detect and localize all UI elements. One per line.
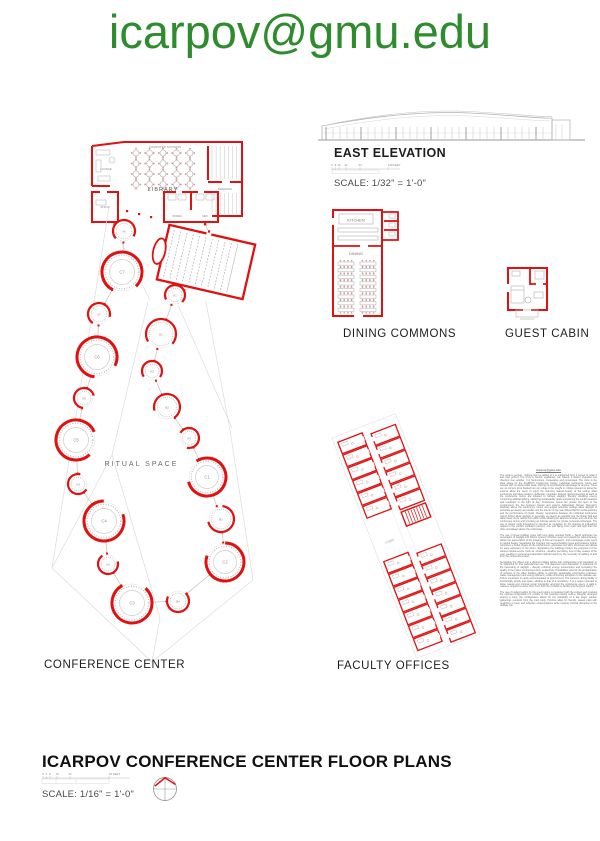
chair (176, 178, 178, 180)
chair (373, 293, 374, 294)
sheet-title: ICARPOV CONFERENCE CENTER FLOOR PLANS (42, 752, 452, 771)
chair (189, 169, 191, 171)
chair (189, 188, 191, 190)
chair (171, 184, 173, 186)
chair (189, 158, 191, 160)
chair (180, 163, 182, 165)
chair (131, 163, 133, 165)
chair (344, 267, 345, 268)
room-label: B3 (219, 517, 223, 522)
chair (369, 267, 370, 268)
chair (149, 179, 151, 181)
chair (131, 184, 133, 186)
room-label: A7 (97, 312, 101, 317)
computer-table (187, 150, 193, 156)
elevation-scale-bar (331, 163, 401, 174)
chair (340, 312, 341, 313)
computer-table (187, 161, 193, 167)
corridor (213, 495, 217, 506)
chair (194, 152, 196, 154)
chair (344, 286, 345, 287)
east-elevation-scale: SCALE: 1/32" = 1'-0" (334, 178, 427, 189)
corridor (166, 305, 171, 320)
chair (149, 157, 151, 159)
computer-table (147, 161, 153, 167)
computer-table (160, 150, 166, 156)
chair (144, 163, 146, 165)
room-label: C1 (204, 474, 210, 480)
dining-table (360, 308, 376, 311)
computer-table (174, 171, 180, 177)
door (216, 505, 218, 507)
corridor (105, 290, 113, 304)
dining-commons-title: DINING COMMONS (343, 328, 457, 340)
room-label: C5 (73, 437, 79, 443)
chair (344, 273, 345, 274)
chair (153, 173, 155, 175)
chair (351, 306, 352, 307)
chair (131, 173, 133, 175)
chair (140, 173, 142, 175)
chair (135, 158, 137, 160)
chair (185, 163, 187, 165)
chair (171, 163, 173, 165)
chair (149, 169, 151, 171)
chair (185, 173, 187, 175)
dining-table (338, 282, 354, 285)
chair (167, 173, 169, 175)
furniture (96, 200, 106, 205)
furniture (98, 176, 110, 181)
dining-table (338, 269, 354, 272)
chair (347, 267, 348, 268)
corridor (152, 601, 166, 602)
chair (347, 273, 348, 274)
dining-commons-plan (332, 210, 399, 318)
lounge-table (109, 157, 115, 163)
chair (347, 286, 348, 287)
chair (369, 260, 370, 261)
computer-table (187, 171, 193, 177)
chair (135, 178, 137, 180)
chair (140, 152, 142, 154)
computer-table (160, 161, 166, 167)
chair (144, 173, 146, 175)
east-elevation-title: EAST ELEVATION (334, 146, 447, 160)
chair (144, 184, 146, 186)
chair (171, 173, 173, 175)
essay-paragraph: The use of linear building types with long glass oriented North + South optimizes the penetration of daylight into interior spaces, provides views out toward the natural beauty, allows the appreciation of the passing of time and seasons, and encourages a day spent in natural beauty. Separating the program into several building types and locations further minimizes a brutal impact on the environment, eliminates two story structures and allows for easy expansion in the future. Separating the buildings fosters the enjoyment of the various natural events, fresh air, sunshine - weather permitting, time of day, season of the year, weather in general and abundant natural beauty by the necessity of walking to and from the conference center. (500, 533, 597, 559)
scale-tick-label: 0 (42, 772, 44, 776)
door (106, 553, 108, 555)
chair (149, 167, 151, 169)
computer-table (133, 150, 139, 156)
label-men: MEN (202, 215, 208, 218)
furniture (168, 194, 176, 200)
chair (351, 280, 352, 281)
library-plan (92, 142, 242, 225)
dining-table (338, 275, 354, 278)
chair (158, 163, 160, 165)
scale-tick-label: 64 FEET (109, 772, 121, 776)
chair (373, 306, 374, 307)
chair (351, 300, 352, 301)
chair (153, 184, 155, 186)
chair (167, 163, 169, 165)
chair (362, 293, 363, 294)
computer-table (147, 171, 153, 177)
chair (158, 152, 160, 154)
dining-table (338, 262, 354, 265)
room-label: A2 (150, 369, 154, 374)
chair (189, 178, 191, 180)
scale-tick-label: 16 (55, 772, 59, 776)
faculty-offices-title: FACULTY OFFICES (337, 660, 450, 672)
chair (176, 158, 178, 160)
scale-tick-label: 8 (49, 772, 51, 776)
label-library: LIBRARY (147, 187, 179, 193)
chair (351, 267, 352, 268)
dining-table (338, 308, 354, 311)
door (156, 348, 158, 350)
scale-tick-label: 32 (68, 772, 72, 776)
room-label: B4 (176, 599, 180, 604)
essay-paragraph: The use of modest cabins for the guest rooms is consistent with the context and provides the optimal configuration for privacy in this beautiful natural setting. Roughly arranged around a court, the configuration allows for the possibility of a few larger outdoor gatherings removed from the main body. Porches allow for friendly, casual visits with neighbors to keep and reflective contemplations while causing minimal disruption to the delicate site. (500, 590, 597, 608)
chair (153, 163, 155, 165)
corridor (193, 448, 198, 460)
room-label: C7 (119, 269, 125, 275)
label-women: WOMEN (172, 215, 182, 218)
dining-table (360, 269, 376, 272)
chair (185, 184, 187, 186)
door (97, 324, 99, 326)
corridor (87, 377, 91, 388)
room-label: C4 (101, 518, 107, 524)
chair (189, 167, 191, 169)
door (222, 542, 224, 544)
dining-table (360, 302, 376, 305)
auditorium (147, 219, 256, 299)
corridor (187, 574, 210, 593)
room-label: B2 (165, 405, 169, 410)
chair (373, 273, 374, 274)
chair (189, 148, 191, 150)
essay-paragraph: Separating the offices into a distinct building allows that configuration and orientation to be optimized for that particularized use. The placement and orientation is optimized for the harvesting of daylight - thereby reducing energy consumption and increasing the quality of the indoor environment thus, productivity. Possibilities exist for the prefabrication of portions of the office building offsite to optimize sustainable construction practices, waste management and energy efficiency while minimizing disruption to the delicate site. Future expansion is easily accommodated at ground level. The common dining facility is intentionally simple and spare, alluding to that of a monastery. It is a space intended to foster casual and nominal social interaction amongst the conference goers. A walk in nature is required to arrive there from both the conference facility and the guest cabins. (500, 560, 597, 589)
chair (340, 260, 341, 261)
dining-table (360, 275, 376, 278)
chair (347, 293, 348, 294)
chair (149, 178, 151, 180)
room-label: A8 (82, 396, 86, 401)
chair (180, 152, 182, 154)
chair (180, 184, 182, 186)
chair (140, 163, 142, 165)
scale-tick-label: 4 (45, 772, 48, 776)
chair (362, 312, 363, 313)
faculty-offices-plan (332, 414, 480, 659)
scale-tick-label: 128 FEET (388, 163, 401, 167)
label-kitchen: KITCHEN (347, 217, 365, 223)
chair (362, 300, 363, 301)
scale-tick-label: 16 (337, 163, 341, 167)
chair (369, 293, 370, 294)
chair (162, 178, 164, 180)
computer-table (133, 161, 139, 167)
computer-table (160, 171, 166, 177)
chair (347, 260, 348, 261)
corridor (80, 408, 82, 420)
corridor (114, 573, 122, 586)
room-label: B1 (159, 332, 163, 337)
chair (135, 167, 137, 169)
chair (194, 173, 196, 175)
chair (362, 286, 363, 287)
chair (366, 273, 367, 274)
chair (144, 152, 146, 154)
chair (158, 173, 160, 175)
email-header: icarpov@gmu.edu (108, 5, 492, 58)
chair (362, 260, 363, 261)
label-computer-stations: COMPUTER STATIONS (148, 145, 182, 149)
label-office: OFFICE (100, 206, 110, 209)
chair (362, 306, 363, 307)
computer-table (174, 150, 180, 156)
chair (131, 152, 133, 154)
label-lobby: LOBBY (384, 537, 396, 545)
essay-paragraph: The circle is perfect - nothing may be added to it or subtracted from it except to make it less than perfect. The circle is neutral, egalitarian, non biased. It doesn't prejudice one direction over another. It is harmonious, cooperative and consensual. The circle is the ideal shape for the ICARPOV Conference Center. Individual conference rooms and retreats with no discernable head, offering no psychological advantage for anyone. There are no corners to be backed into nor refuge to be sought in. Circles opened up along the exterior allow the users to enjoy the stunning natural beauty of the setting while conference attendees analyze, deliberate, negotiate. Exterior glazed openings at each of the conference rooms are situated to harvest daylight, thereby obviating energy consuming artificial lighting, satisfying sustainability goals and placing the conflict analysis and resolution in the light of day. Conference rooms are private but open to the environment; the line between interior and exterior deliberately blurred. Clerestory windows above the conference rooms and angled reflective ceilings allow daylight to penetrate as deeply as possible into the interior of the main Ritual Hall for social activities and the performance of rituals. Clearly, separations between the individual conference rooms further allow daylight to penetrate as deeply as possible into the Ritual Hall and allow views out to nature from within while allowing for desired entrance and exit from the conference rooms and providing an intimate alcove for private personal exchanges. The use of sloped roofs throughout is intended as metaphor for the shaping of inclinations related to the conflict resolution process, one end being more open and light than the other and always above the scrimmage. (500, 473, 597, 532)
chair (340, 306, 341, 307)
chair (185, 152, 187, 154)
chair (362, 267, 363, 268)
chair (369, 300, 370, 301)
room-label: C2 (222, 559, 228, 565)
chair (340, 293, 341, 294)
scale-tick-label: 64 (358, 163, 362, 167)
chair (340, 267, 341, 268)
chair (171, 152, 173, 154)
scale-tick-label: 8 (334, 163, 337, 167)
chair (153, 152, 155, 154)
corridor (222, 532, 223, 542)
chair (344, 306, 345, 307)
chair (351, 286, 352, 287)
ritual-space-label: RITUAL SPACE (104, 461, 179, 468)
chair (344, 280, 345, 281)
chair (366, 312, 367, 313)
room-label: A6 (122, 229, 126, 234)
scale-tick-label: 0 (331, 163, 333, 167)
chair (351, 312, 352, 313)
chair (373, 312, 374, 313)
design-statement-body (500, 475, 597, 609)
chair (366, 300, 367, 301)
chair (167, 184, 169, 186)
east-elevation-drawing (318, 111, 585, 140)
chair (167, 152, 169, 154)
chair (366, 293, 367, 294)
dining-table (338, 302, 354, 305)
chair (369, 280, 370, 281)
chair (194, 184, 196, 186)
computer-table (187, 182, 193, 188)
chair (344, 260, 345, 261)
chair (369, 306, 370, 307)
conference-center-title: CONFERENCE CENTER (44, 659, 186, 671)
computer-table (133, 182, 139, 188)
chair (340, 300, 341, 301)
room-label: C6 (94, 354, 100, 360)
corridor (156, 381, 162, 395)
chair (158, 184, 160, 186)
door (170, 304, 172, 306)
corridor (154, 349, 157, 361)
dining-table (338, 288, 354, 291)
room-label: A5 (106, 562, 110, 567)
label-lounge: LOUNGE (100, 168, 112, 171)
chair (176, 157, 178, 159)
chair (366, 286, 367, 287)
chair (369, 286, 370, 287)
chair (340, 273, 341, 274)
chair (180, 173, 182, 175)
chair (135, 157, 137, 159)
chair (366, 280, 367, 281)
computer-table (133, 171, 139, 177)
guest-cabin-title: GUEST CABIN (505, 328, 590, 340)
room-label: A3 (187, 436, 191, 441)
chair (135, 179, 137, 181)
furniture (196, 194, 204, 200)
chair (373, 280, 374, 281)
chair (344, 293, 345, 294)
corridor (106, 541, 107, 553)
chair (162, 179, 164, 181)
chair (135, 188, 137, 190)
label-dining: DINING (349, 251, 363, 256)
chair (344, 312, 345, 313)
room-label: A1 (173, 293, 177, 298)
scale-tick-label: 32 (344, 163, 348, 167)
north-arrow (154, 778, 177, 801)
chair (176, 167, 178, 169)
corridor (98, 325, 99, 336)
chair (369, 312, 370, 313)
chair (162, 169, 164, 171)
chair (362, 273, 363, 274)
dining-table (360, 288, 376, 291)
furniture (206, 194, 214, 200)
chair (351, 260, 352, 261)
chair (189, 179, 191, 181)
chair (373, 286, 374, 287)
design-statement-heading: icarpov@gmu.edu (535, 468, 562, 472)
floorplan-scale-bar (42, 772, 130, 784)
floorplan-scale: SCALE: 1/16" = 1'-0" (42, 789, 135, 800)
design-statement (500, 468, 597, 611)
chair (162, 157, 164, 159)
computer-table (174, 161, 180, 167)
room-label: A4 (76, 482, 80, 487)
chair (162, 167, 164, 169)
chair (366, 267, 367, 268)
chair (176, 169, 178, 171)
chair (135, 169, 137, 171)
label-reserves: RESERVES (217, 188, 233, 191)
chair (362, 280, 363, 281)
chair (176, 179, 178, 181)
chair (340, 286, 341, 287)
chair (347, 280, 348, 281)
chair (373, 260, 374, 261)
chair (149, 158, 151, 160)
chair (351, 293, 352, 294)
chair (194, 163, 196, 165)
room-label: C3 (129, 600, 135, 606)
chair (366, 306, 367, 307)
door (122, 241, 124, 243)
door (155, 380, 157, 382)
chair (366, 260, 367, 261)
chair (135, 148, 137, 150)
chair (340, 280, 341, 281)
chair (369, 273, 370, 274)
chair (347, 312, 348, 313)
dining-table (360, 282, 376, 285)
guest-cabin-plan (507, 268, 548, 319)
chair (373, 267, 374, 268)
chair (347, 300, 348, 301)
furniture (96, 150, 110, 155)
chair (140, 184, 142, 186)
chair (189, 157, 191, 159)
dining-table (360, 295, 376, 298)
chair (344, 300, 345, 301)
dining-table (360, 262, 376, 265)
chair (373, 300, 374, 301)
door (204, 223, 206, 225)
chair (351, 273, 352, 274)
chair (347, 306, 348, 307)
dining-table (338, 295, 354, 298)
computer-table (147, 150, 153, 156)
furniture (178, 194, 186, 200)
chair (162, 158, 164, 160)
corridor (175, 418, 183, 429)
conference-center-plan (52, 207, 256, 662)
